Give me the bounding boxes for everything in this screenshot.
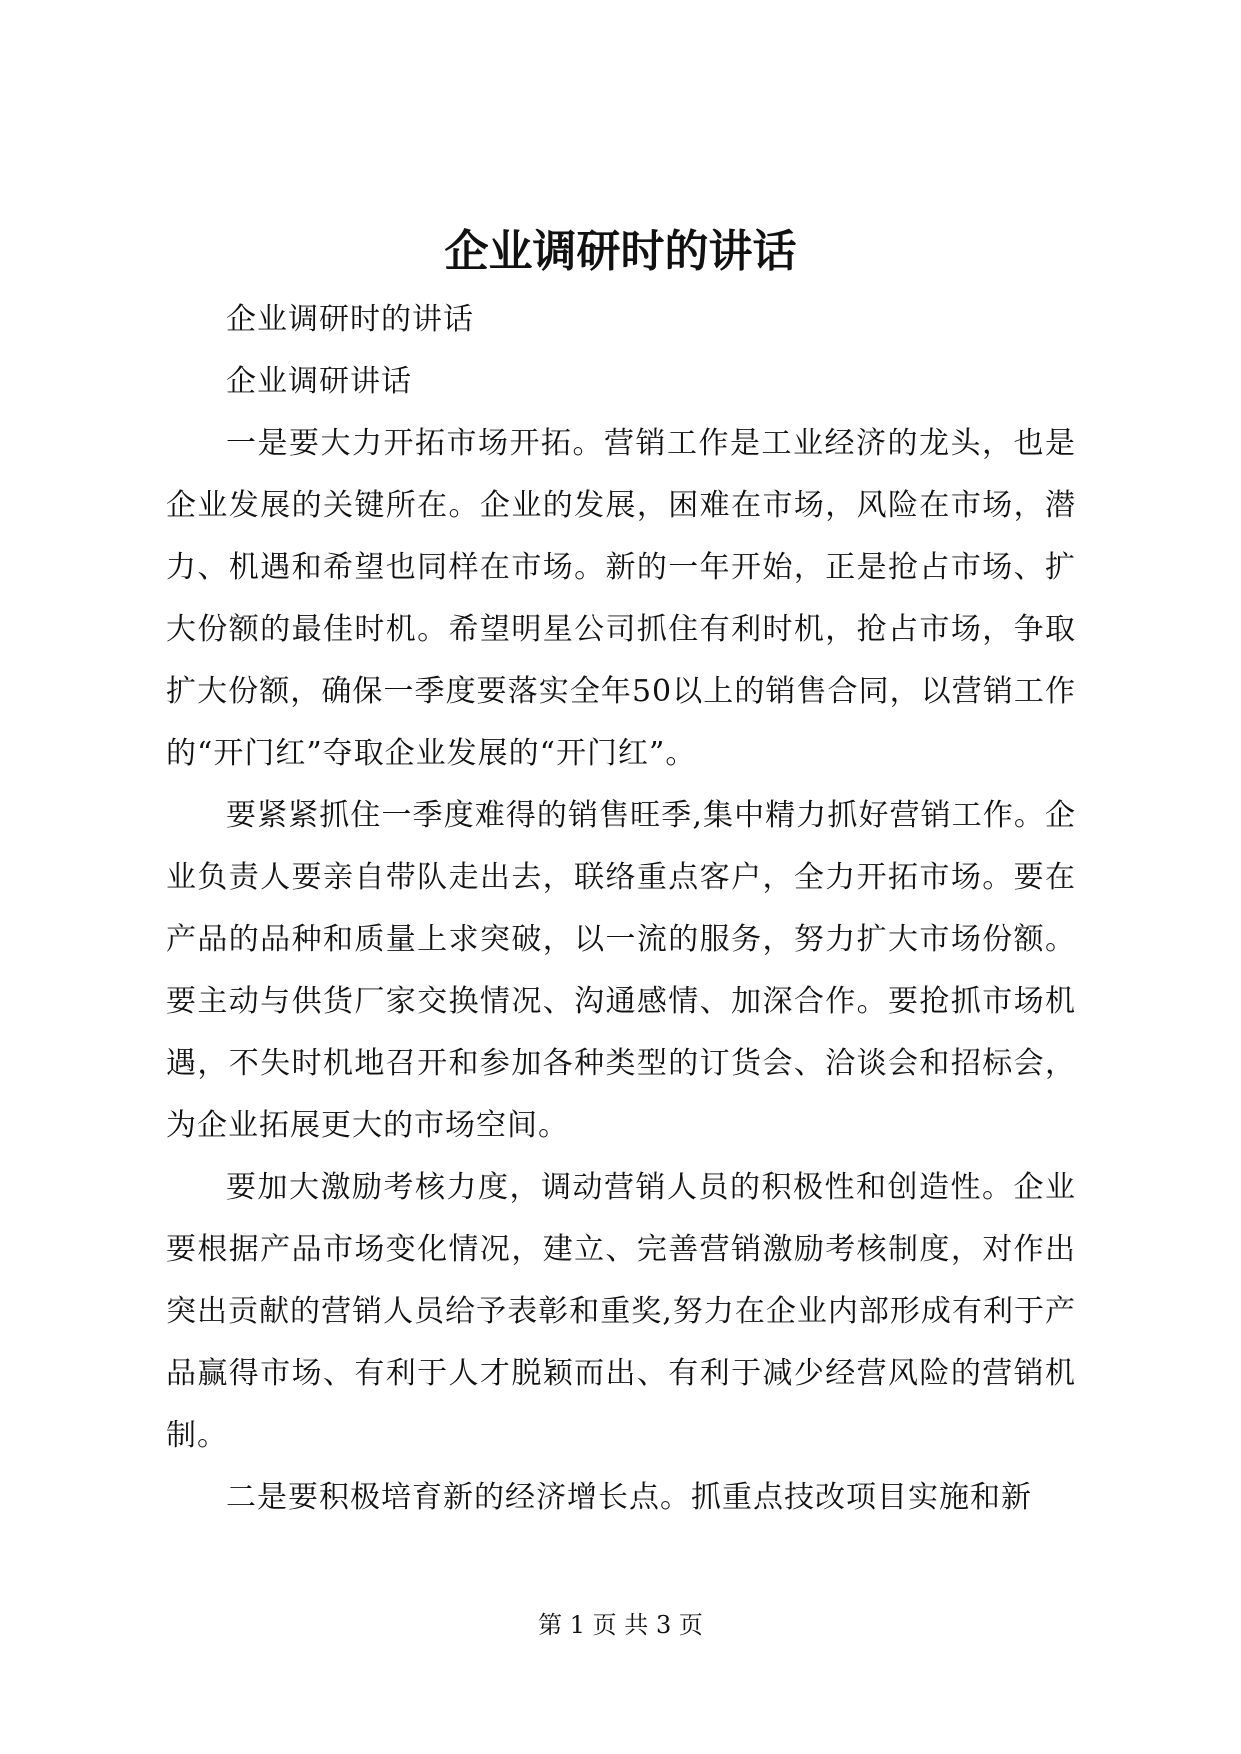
paragraph-market: 一是要大力开拓市场开拓。营销工作是工业经济的龙头，也是企业发展的关键所在。企业的发展，困难在市场，风险在市场，潜力、机遇和希望也同样在市场。新的一年开始，正是抢占市场、扩大份额的最佳时机。希望明星公司抓住有利时机，抢占市场，争取扩大份额，确保一季度要落实全年50以上的销售合同，以营销工作的“开门红”夺取企业发展的“开门红”。: [166, 426, 1076, 771]
page-number-footer: 第 1 页 共 3 页: [538, 1611, 703, 1639]
paragraph-growth: 二是要积极培育新的经济增长点。抓重点技改项目实施和新: [226, 1480, 1032, 1515]
document-title: 企业调研时的讲话: [444, 226, 797, 277]
paragraph-subtitle: 企业调研时的讲话: [226, 302, 474, 337]
paragraph-heading: 企业调研讲话: [226, 364, 412, 399]
paragraph-sales-season: 要紧紧抓住一季度难得的销售旺季,集中精力抓好营销工作。企业负责人要亲自带队走出去，联络重点客户，全力开拓市场。要在产品的品种和质量上求突破，以一流的服务，努力扩大市场份额。要主动与供货厂家交换情况、沟通感情、加深合作。要抢抓市场机遇，不失时机地召开和参加各种类型的订货会、洽谈会和招标会，为企业拓展更大的市场空间。: [166, 798, 1076, 1143]
document-body: [166, 289, 1076, 1529]
paragraph-incentives: 要加大激励考核力度，调动营销人员的积极性和创造性。企业要根据产品市场变化情况，建立、完善营销激励考核制度，对作出突出贡献的营销人员给予表彰和重奖,努力在企业内部形成有利于产品赢得市场、有利于人才脱颖而出、有利于减少经营风险的营销机制。: [166, 1170, 1076, 1453]
